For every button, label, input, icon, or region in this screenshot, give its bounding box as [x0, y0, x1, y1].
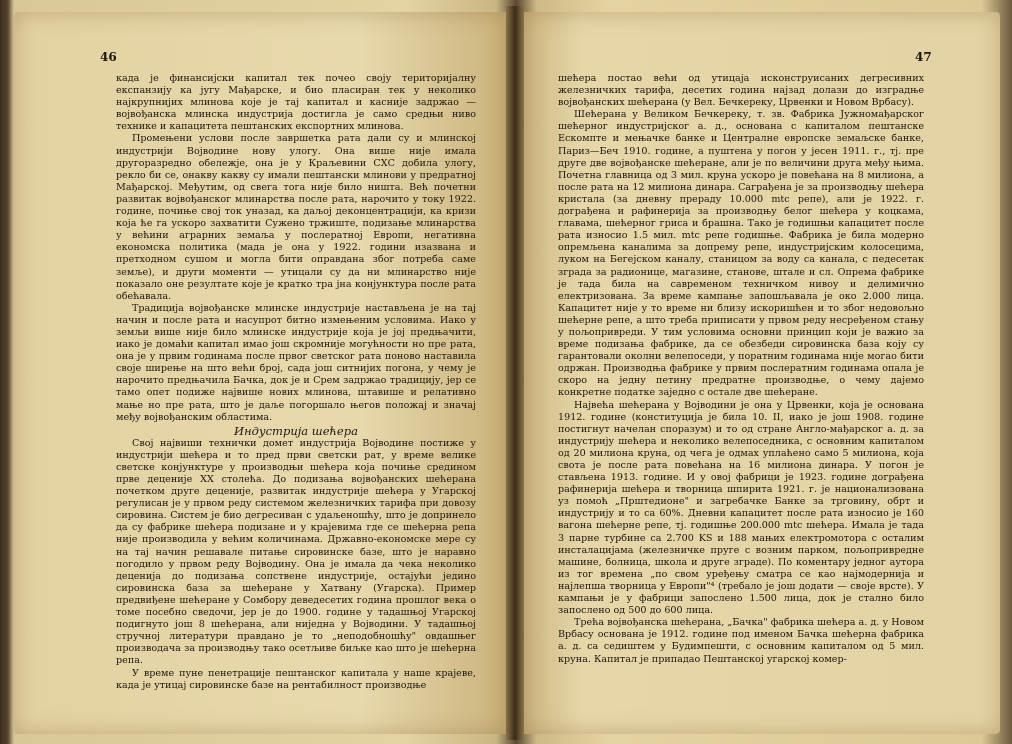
book-gutter [506, 6, 524, 740]
paragraph: Традиција војвођанске млинске индустрије настављена је на тај начин и после рата и насупрот битно измењеним условима. Иако у земљи више није било млинске индустрије која је јој предњачити, иако је домаћи капитал имао још скромније могућности но пре рата, она је у првим годинама после првог светског рата поново наставила своје ширење на што већи број, сада још ситнијих погона, у чему је нарочито предњачила Бачка, док је и Срем задржао традицију, јер се тамо опет подиже највише нових млинова, штавише и релативно мање но пре рата, што је даље погоршало његов положај и значај међу војвођанским областима. [116, 302, 476, 423]
paragraph: Шећерана у Великом Бечкереку, т. зв. Фабрика Јужномађарског шећерног индустријског а. д., основана с капиталом пештанске Ескомпте и мењачке банке и Централне европске земаљске банке, Париз—Беч 1910. године, а пуштена у погон у јесен 1911. г., тј. пре друге две војвођанске шећеране, али је по величини друга међу њима. Почетна главница од 3 мил. круна ускоро је повећана на 8 милиона, а после рата на 12 милиона динара. Саграђена је за производњу шећера кристала (за дневну прераду 10.000 mtc репе), али је 1922. г. дограђена и рафинерија за производњу белог шећера у коцкама, главама, шећерног гриса и брашна. Тако је годишњи капацитет после рата износио 1.5 мил. mtc репе годишње. Фабрика је била модерно опремљена каналима за допрему репе, индустријским колосецима, луком на Бегејском каналу, станицом за воду са канала, с педесетак зграда за радионице, магазине, станове, штале и сл. Опрема фабрике је тада била на савременом техничком нивоу и делимично електризована. За време кампање запошљавала је око 2.000 лица. Капацитет није у то време ни близу искоришћен и то због недовољно шећерне репе, а што треба приписати у првом реду несређеном стању у пољопривреди. У тим условима основни принцип који је важио за време подизања фабрике, да се обезбеди сировинска база коју су гарантовали околни велепоседи, у поратним годинама није могао бити одржан. Производња фабрике у првим послератним годинама опала је скоро на једну петину предратне производње, о чему дајемо конкретне податке заједно с осталe две шећеране. [558, 109, 924, 399]
paragraph: Трећа војвођанска шећерана, „Бачка" фабрика шећера а. д. у Новом Врбасу основана је 1912. године под именом Бачка шећерна фабрика а. д. са седиштем у Будимпешти, с основним капиталом од 5 мил. круна. Капитал је припадао Пештанској угарској комер- [558, 617, 924, 665]
left-page-text [116, 73, 476, 692]
paragraph: У време пуне пенетрације пештанског капитала у наше крајеве, када је утицај сировинске базе на рентабилност производње [116, 667, 476, 691]
right-page-text [558, 73, 924, 666]
section-heading: Индустрија шећера [234, 423, 358, 438]
right-page-number: 47 [915, 50, 932, 64]
paragraph: Највећа шећерана у Војводини је она у Црвенки, која је основана 1912. године (конституција је била 10. II, иако је још 1908. године постигнут начелан споразум) и то од стране Англо-мађарског а. д. за индустрију шећера и неколико велепоседника, с основним капиталом од 20 милиона круна, од чега је одмах уплаћено само 5 милиона, која свота је после рата повећана на 16 милиона динара. У погон је стављена 1913. године. И у овој фабрици је 1923. године дограђена рафинерија шећера и творница шпирита 1921. г. је национализована уз помоћ „Прштедионе" и загребачке Банке за трговину, обрт и индустрију и то са 60%. Дневни капацитет после рата износио је 160 вагона шећерне репе, тј. годишње 200.000 mtc шећера. Имала је тада 3 парне турбине са 2.700 KS и 188 мањих електромотора с осталим инсталацијама (железничке пруге с возним парком, пољопривредне машине, болница, школа и друге зграде). По коментару једног аутора из тог времена „по свом уређењу сматра се као најмодернија и најлепша творница у Европи"⁴ (требало је још додати — своје врсте). У кампањи је у фабрици запослено 1.500 лица, док је стално било запослено од 500 до 600 лица. [558, 399, 924, 617]
left-page-number: 46 [100, 50, 117, 64]
paragraph: Промењени услови после завршетка рата дали су и млинској индустрији Војводине нову улогу. Она више није имала другоразредно обележје, она је у Краљевини СХС добила улогу, рекло би се, онакву какву су имали пештански млинови у предратној Мађарској. Међутим, од свега тога није било ништа. Већ почетни развитак војвођанског млинарства после рата, нарочито у току 1922. године, почиње свој ток уназад, ка даљој деконцентрацији, ка кризи која ће га ускоро захватити Сужено тржиште, подизање млинарства у већини аграрних земаља у послератној Европи, негативна економска политика (мада је она у 1922. години изазвана и претходном сушом и могла бити оправдана због потреба саме земље), и други моменти — утицали су да ни млинарство није показало оне резултате које је кратко тра јна конјунктура после рата обећавала. [116, 133, 476, 302]
paragraph: шећера постао већи од утицаја исконструисаних дегресивних железничких тарифа, десетих година најзад долази до изградње војвођанских шећерана (у Вел. Бечкереку, Црвенки и Новом Врбасу). [558, 73, 924, 109]
paragraph: када је финансијски капитал тек почео своју територијалну експанзију ка југу Мађарске, и био пласиран тек у неколико најкрупнијих млинова које је тај капитал и касније задржао — војвођанска млинска индустрија достигла је само средњи ниво технике и капацитета пештанских експортних млинова. [116, 73, 476, 133]
paragraph: Свој највиши технички домет индустрија Војводине постиже у индустрији шећера и то пред први светски рат, у време велике светске конјунктуре у производњи шећера која почиње средином прве деценије XX столећа. До подизања војвођанских шећерана почетком друге деценије, развитак индустрије шећера у Угарској регулисан је у првом реду системом железничких тарифа при довозу сировина. Систем је био дегресиван с удаљеношћу, што је допринело да су фабрике шећера подизане и у крајевима где се шећерна репа није производила у већим количинама. Државно-економске мере су на тај начин решавале питање сировинске базе, што је наравно погодило у првом реду Војводину. Она је имала да чека неколико деценија до подизања сопствене индустрије, остајући једино сировинска база за шећеране у Хатвану (Угарска). Пример предвиђене шећеране у Сомбору деведесетих година прошлог века о томе посебно сведочи, јер је до 1900. године у тадашњој Угарској подигнуто још 8 шећерана, али ниједна у Војводини. У тадашњој стручној литератури правдано је то „неподобношћу" овдашњег производача за производњу тако осетљиве биљке као што је шећерна репа. [116, 437, 476, 667]
